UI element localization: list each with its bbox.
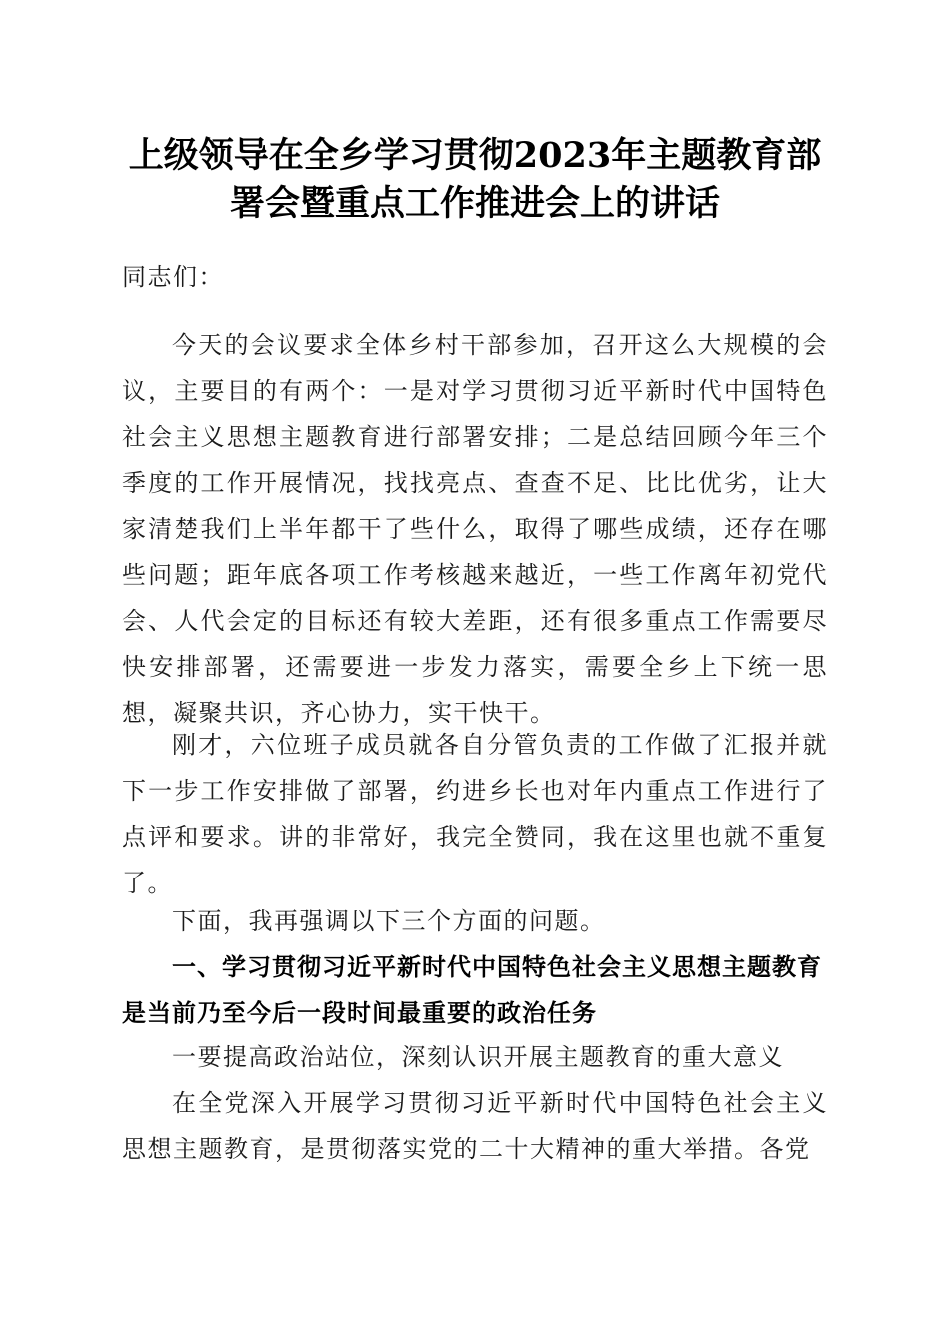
title-line-2: 署会暨重点工作推进会上的讲话 [229,183,720,224]
document-title [100,132,850,228]
section-heading-1: 一、学习贯彻习近平新时代中国特色社会主义思想主题教育是当前乃至今后一段时间最重要的政治任务 [122,953,822,1027]
paragraph-review: 刚才，六位班子成员就各自分管负责的工作做了汇报并就下一步工作安排做了部署，约进乡长也对年内重点工作进行了点评和要求。讲的非常好，我完全赞同，我在这里也就不重复了。 [122,731,828,897]
subheading-1: 一要提高政治站位，深刻认识开展主题教育的重大意义 [172,1043,784,1071]
paragraph-opening: 今天的会议要求全体乡村干部参加，召开这么大规模的会议，主要目的有两个：一是对学习贯彻习近平新时代中国特色社会主义思想主题教育进行部署安排；二是总结回顾今年三个季度的工作开展情况，找找亮点、查查不足、比比优劣，让大家清楚我们上半年都干了些什么，取得了哪些成绩，还存在哪些问题；距年底各项工作考核越来越近，一些工作离年初党代会、人代会定的目标还有较大差距，还有很多重点工作需要尽快安排部署，还需要进一步发力落实，需要全乡上下统一思想，凝聚共识，齐心协力，实干快干。 [122,331,828,727]
paragraph-transition: 下面，我再强调以下三个方面的问题。 [172,907,606,935]
title-line-1: 上级领导在全乡学习贯彻2023年主题教育部 [128,135,822,176]
greeting: 同志们： [122,263,224,291]
paragraph-theme-education: 在全党深入开展学习贯彻习近平新时代中国特色社会主义思想主题教育，是贯彻落实党的二十大精神的重大举措。各党 [122,1089,828,1163]
